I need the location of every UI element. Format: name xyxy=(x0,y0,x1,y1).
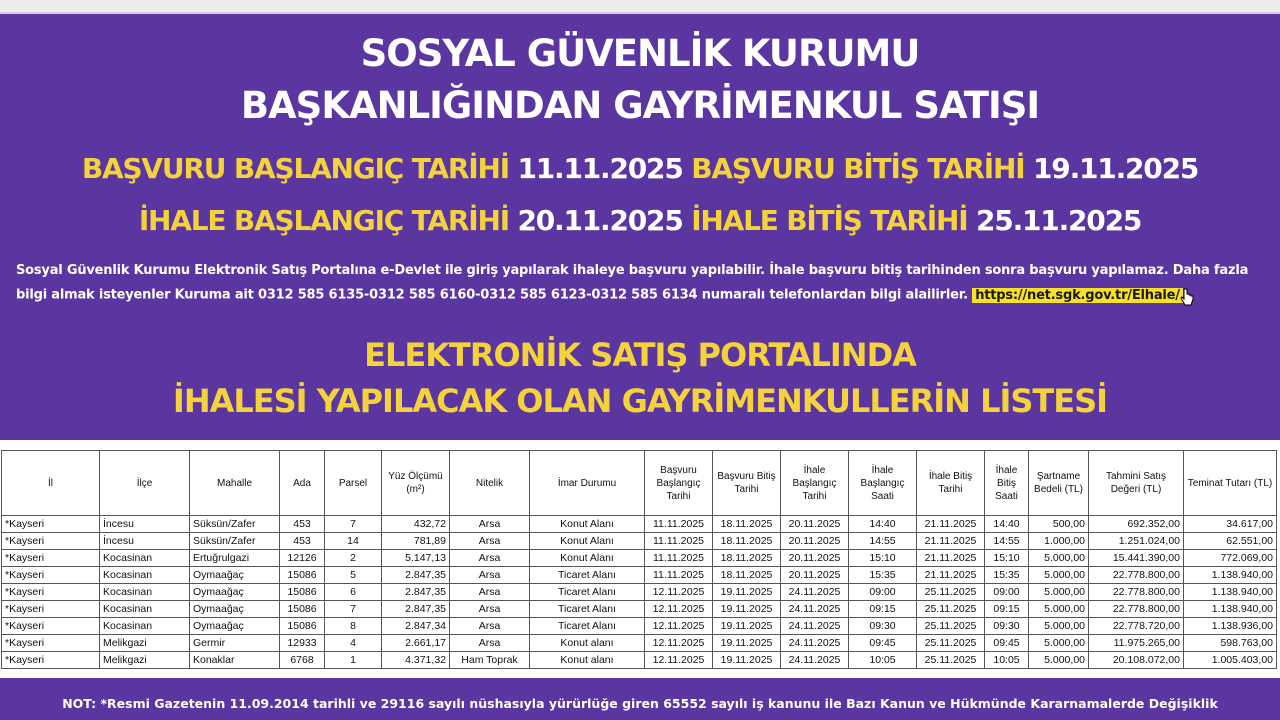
table-cell: 5.147,13 xyxy=(382,550,450,567)
column-header: Başvuru Başlangıç Tarihi xyxy=(645,451,713,516)
table-cell: 15086 xyxy=(280,601,325,618)
table-cell: 12.11.2025 xyxy=(645,652,713,669)
table-cell: 22.778.720,00 xyxy=(1089,618,1184,635)
table-cell: 1.138.936,00 xyxy=(1184,618,1277,635)
hand-cursor-icon xyxy=(1179,288,1195,308)
table-cell: Ertuğrulgazi xyxy=(190,550,280,567)
table-cell: 24.11.2025 xyxy=(781,635,849,652)
column-header: Başvuru Bitiş Tarihi xyxy=(713,451,781,516)
table-cell: 09:45 xyxy=(985,635,1029,652)
application-start-value: 11.11.2025 xyxy=(517,152,683,185)
table-cell: 4.371,32 xyxy=(382,652,450,669)
application-end-label: BAŞVURU BİTİŞ TARİHİ xyxy=(691,152,1025,185)
table-cell: 12.11.2025 xyxy=(645,584,713,601)
table-cell: 22.778.800,00 xyxy=(1089,567,1184,584)
table-cell: 15:10 xyxy=(849,550,917,567)
table-cell: 772.069,00 xyxy=(1184,550,1277,567)
table-cell: 09:00 xyxy=(849,584,917,601)
table-cell: Ham Toprak xyxy=(450,652,530,669)
table-cell: 11.975.265,00 xyxy=(1089,635,1184,652)
table-row xyxy=(2,567,1277,584)
table-cell: Melikgazi xyxy=(100,635,190,652)
portal-link[interactable]: https://net.sgk.gov.tr/Elhale/ xyxy=(972,288,1183,303)
table-cell: 09:15 xyxy=(985,601,1029,618)
table-cell: 14:40 xyxy=(849,516,917,533)
table-cell: *Kayseri xyxy=(2,533,100,550)
table-cell: 24.11.2025 xyxy=(781,584,849,601)
column-header: Mahalle xyxy=(190,451,280,516)
table-row xyxy=(2,550,1277,567)
table-cell: 20.11.2025 xyxy=(781,567,849,584)
table-cell: Arsa xyxy=(450,618,530,635)
table-cell: *Kayseri xyxy=(2,567,100,584)
table-cell: 453 xyxy=(280,516,325,533)
table-cell: 2.847,35 xyxy=(382,601,450,618)
table-cell: Arsa xyxy=(450,601,530,618)
table-cell: Konut alanı xyxy=(530,635,645,652)
table-cell: 1.138.940,00 xyxy=(1184,601,1277,618)
property-table-area xyxy=(0,440,1280,678)
table-cell: Arsa xyxy=(450,635,530,652)
application-end-value: 19.11.2025 xyxy=(1033,152,1199,185)
browser-top-strip xyxy=(0,0,1280,14)
title-line-2: BAŞKANLIĞINDAN GAYRİMENKUL SATIŞI xyxy=(240,84,1040,127)
table-cell: 10:05 xyxy=(985,652,1029,669)
table-cell: Oymaağaç xyxy=(190,567,280,584)
table-row xyxy=(2,652,1277,669)
table-cell: 453 xyxy=(280,533,325,550)
table-cell: 500,00 xyxy=(1029,516,1089,533)
table-cell: 1.138.940,00 xyxy=(1184,567,1277,584)
table-cell: 14:55 xyxy=(849,533,917,550)
table-cell: 21.11.2025 xyxy=(917,516,985,533)
column-header: Şartname Bedeli (TL) xyxy=(1029,451,1089,516)
table-cell: 11.11.2025 xyxy=(645,533,713,550)
table-cell: Süksün/Zafer xyxy=(190,516,280,533)
table-cell: 11.11.2025 xyxy=(645,550,713,567)
table-cell: 5.000,00 xyxy=(1029,618,1089,635)
subtitle-line-1: ELEKTRONİK SATIŞ PORTALINDA xyxy=(364,336,916,374)
table-cell: 6768 xyxy=(280,652,325,669)
auction-start-label: İHALE BAŞLANGIÇ TARİHİ xyxy=(138,204,509,237)
table-cell: 2.847,35 xyxy=(382,584,450,601)
table-cell: 24.11.2025 xyxy=(781,652,849,669)
table-cell: 12.11.2025 xyxy=(645,601,713,618)
table-cell: 1.138.940,00 xyxy=(1184,584,1277,601)
table-cell: 14:55 xyxy=(985,533,1029,550)
table-cell: 19.11.2025 xyxy=(713,618,781,635)
column-header: Yüz Ölçümü (m²) xyxy=(382,451,450,516)
auction-start-value: 20.11.2025 xyxy=(517,204,683,237)
table-cell: 2.847,34 xyxy=(382,618,450,635)
table-cell: Kocasinan xyxy=(100,550,190,567)
table-cell: Konut Alanı xyxy=(530,550,645,567)
column-header: Tahmini Satış Değeri (TL) xyxy=(1089,451,1184,516)
table-cell: 5.000,00 xyxy=(1029,635,1089,652)
table-cell: Ticaret Alanı xyxy=(530,618,645,635)
auction-end-label: İHALE BİTİŞ TARİHİ xyxy=(691,204,968,237)
table-cell: *Kayseri xyxy=(2,635,100,652)
table-cell: 25.11.2025 xyxy=(917,652,985,669)
table-cell: 15086 xyxy=(280,567,325,584)
table-cell: 22.778.800,00 xyxy=(1089,601,1184,618)
table-cell: Oymaağaç xyxy=(190,618,280,635)
table-cell: 6 xyxy=(325,584,382,601)
column-header: Parsel xyxy=(325,451,382,516)
table-cell: 7 xyxy=(325,516,382,533)
table-cell: 1.000,00 xyxy=(1029,533,1089,550)
table-cell: 09:30 xyxy=(985,618,1029,635)
table-cell: 18.11.2025 xyxy=(713,533,781,550)
table-header-row xyxy=(2,451,1277,516)
table-row xyxy=(2,533,1277,550)
table-cell: Melikgazi xyxy=(100,652,190,669)
table-cell: 20.108.072,00 xyxy=(1089,652,1184,669)
info-paragraph xyxy=(16,260,1266,308)
table-cell: 12.11.2025 xyxy=(645,618,713,635)
table-cell: 19.11.2025 xyxy=(713,584,781,601)
table-cell: 7 xyxy=(325,601,382,618)
column-header: Teminat Tutarı (TL) xyxy=(1184,451,1277,516)
table-cell: 2.661,17 xyxy=(382,635,450,652)
table-cell: Konaklar xyxy=(190,652,280,669)
table-cell: *Kayseri xyxy=(2,618,100,635)
table-cell: 12126 xyxy=(280,550,325,567)
table-cell: *Kayseri xyxy=(2,516,100,533)
table-cell: 20.11.2025 xyxy=(781,516,849,533)
table-cell: 5 xyxy=(325,567,382,584)
table-cell: Ticaret Alanı xyxy=(530,601,645,618)
column-header: İhale Bitiş Tarihi xyxy=(917,451,985,516)
table-cell: 1 xyxy=(325,652,382,669)
auction-end-value: 25.11.2025 xyxy=(976,204,1142,237)
column-header: İhale Bitiş Saati xyxy=(985,451,1029,516)
table-cell: 692.352,00 xyxy=(1089,516,1184,533)
table-cell: 09:15 xyxy=(849,601,917,618)
property-table xyxy=(1,450,1277,669)
table-cell: Arsa xyxy=(450,584,530,601)
table-cell: 2 xyxy=(325,550,382,567)
footer-note: NOT: *Resmi Gazetenin 11.09.2014 tarihli ve 29116 sayılı nüshasıyla yürürlüğe giren 65552 sayılı iş kanunu ile Bazı Kanun ve Hükmünde Kararnamalerde Değişiklik xyxy=(62,696,1218,711)
table-cell: 24.11.2025 xyxy=(781,618,849,635)
table-cell: 14 xyxy=(325,533,382,550)
table-cell: Ticaret Alanı xyxy=(530,584,645,601)
table-cell: 20.11.2025 xyxy=(781,533,849,550)
table-cell: Süksün/Zafer xyxy=(190,533,280,550)
table-cell: 21.11.2025 xyxy=(917,550,985,567)
column-header: Nitelik xyxy=(450,451,530,516)
table-cell: 18.11.2025 xyxy=(713,567,781,584)
table-cell: 21.11.2025 xyxy=(917,533,985,550)
table-cell: İncesu xyxy=(100,533,190,550)
table-cell: 11.11.2025 xyxy=(645,516,713,533)
table-cell: 8 xyxy=(325,618,382,635)
table-cell: Kocasinan xyxy=(100,618,190,635)
table-cell: 14:40 xyxy=(985,516,1029,533)
table-cell: 432,72 xyxy=(382,516,450,533)
table-cell: Arsa xyxy=(450,567,530,584)
table-cell: 5.000,00 xyxy=(1029,567,1089,584)
table-row xyxy=(2,601,1277,618)
table-row xyxy=(2,584,1277,601)
table-cell: 25.11.2025 xyxy=(917,635,985,652)
table-cell: 21.11.2025 xyxy=(917,567,985,584)
table-cell: 5.000,00 xyxy=(1029,584,1089,601)
table-cell: Arsa xyxy=(450,550,530,567)
table-cell: 34.617,00 xyxy=(1184,516,1277,533)
table-cell: 19.11.2025 xyxy=(713,635,781,652)
table-cell: 15086 xyxy=(280,584,325,601)
table-cell: 19.11.2025 xyxy=(713,652,781,669)
table-cell: Kocasinan xyxy=(100,584,190,601)
application-dates xyxy=(0,152,1280,185)
table-cell: 12933 xyxy=(280,635,325,652)
table-cell: *Kayseri xyxy=(2,550,100,567)
table-cell: 09:00 xyxy=(985,584,1029,601)
table-cell: Arsa xyxy=(450,533,530,550)
table-cell: 18.11.2025 xyxy=(713,516,781,533)
table-cell: Kocasinan xyxy=(100,567,190,584)
table-cell: 22.778.800,00 xyxy=(1089,584,1184,601)
table-cell: 62.551,00 xyxy=(1184,533,1277,550)
table-cell: 5.000,00 xyxy=(1029,652,1089,669)
table-cell: 09:45 xyxy=(849,635,917,652)
table-cell: 10:05 xyxy=(849,652,917,669)
announcement-header xyxy=(0,14,1280,438)
table-cell: 5.000,00 xyxy=(1029,601,1089,618)
footer-note-area xyxy=(0,680,1280,720)
table-cell: 25.11.2025 xyxy=(917,601,985,618)
table-row xyxy=(2,635,1277,652)
table-cell: Konut Alanı xyxy=(530,533,645,550)
table-cell: 19.11.2025 xyxy=(713,601,781,618)
table-cell: Oymaağaç xyxy=(190,584,280,601)
table-cell: Konut alanı xyxy=(530,652,645,669)
table-row xyxy=(2,618,1277,635)
column-header: İlçe xyxy=(100,451,190,516)
table-cell: Germir xyxy=(190,635,280,652)
column-header: Ada xyxy=(280,451,325,516)
table-cell: 20.11.2025 xyxy=(781,550,849,567)
table-cell: 15086 xyxy=(280,618,325,635)
table-cell: 781,89 xyxy=(382,533,450,550)
info-text: Sosyal Güvenlik Kurumu Elektronik Satış Portalına e-Devlet ile giriş yapılarak ihaleye başvuru yapılabilir. İhale başvuru bitiş tarihinden sonra başvuru yapılamaz. Daha fazla bilgi almak isteyenler Kuruma ait 0312 585 6135-0312 585 6160-0312 585 6123-0312 585 6134 numaralı telefonlardan bilgi alailirler. xyxy=(16,263,1249,303)
table-cell: *Kayseri xyxy=(2,652,100,669)
table-cell: 24.11.2025 xyxy=(781,601,849,618)
table-cell: 12.11.2025 xyxy=(645,635,713,652)
table-cell: Kocasinan xyxy=(100,601,190,618)
auction-dates xyxy=(0,204,1280,237)
table-cell: Konut Alanı xyxy=(530,516,645,533)
table-cell: 15:35 xyxy=(985,567,1029,584)
table-cell: 5.000,00 xyxy=(1029,550,1089,567)
table-cell: 09:30 xyxy=(849,618,917,635)
application-start-label: BAŞVURU BAŞLANGIÇ TARİHİ xyxy=(81,152,509,185)
table-cell: 4 xyxy=(325,635,382,652)
table-row xyxy=(2,516,1277,533)
table-cell: *Kayseri xyxy=(2,584,100,601)
table-cell: Ticaret Alanı xyxy=(530,567,645,584)
table-cell: 1.251.024,00 xyxy=(1089,533,1184,550)
column-header: İmar Durumu xyxy=(530,451,645,516)
subtitle-line-2: İHALESİ YAPILACAK OLAN GAYRİMENKULLERİN LİSTESİ xyxy=(172,382,1108,420)
table-cell: Oymaağaç xyxy=(190,601,280,618)
table-cell: 15.441.390,00 xyxy=(1089,550,1184,567)
table-cell: 11.11.2025 xyxy=(645,567,713,584)
table-cell: Arsa xyxy=(450,516,530,533)
column-header: İhale Başlangıç Saati xyxy=(849,451,917,516)
table-cell: 15:35 xyxy=(849,567,917,584)
table-cell: 18.11.2025 xyxy=(713,550,781,567)
table-cell: 1.005.403,00 xyxy=(1184,652,1277,669)
column-header: İl xyxy=(2,451,100,516)
column-header: İhale Başlangıç Tarihi xyxy=(781,451,849,516)
title-line-1: SOSYAL GÜVENLİK KURUMU xyxy=(360,32,920,75)
table-cell: 25.11.2025 xyxy=(917,584,985,601)
table-cell: İncesu xyxy=(100,516,190,533)
table-cell: 598.763,00 xyxy=(1184,635,1277,652)
table-cell: 2.847,35 xyxy=(382,567,450,584)
table-cell: 25.11.2025 xyxy=(917,618,985,635)
table-cell: 15:10 xyxy=(985,550,1029,567)
table-cell: *Kayseri xyxy=(2,601,100,618)
